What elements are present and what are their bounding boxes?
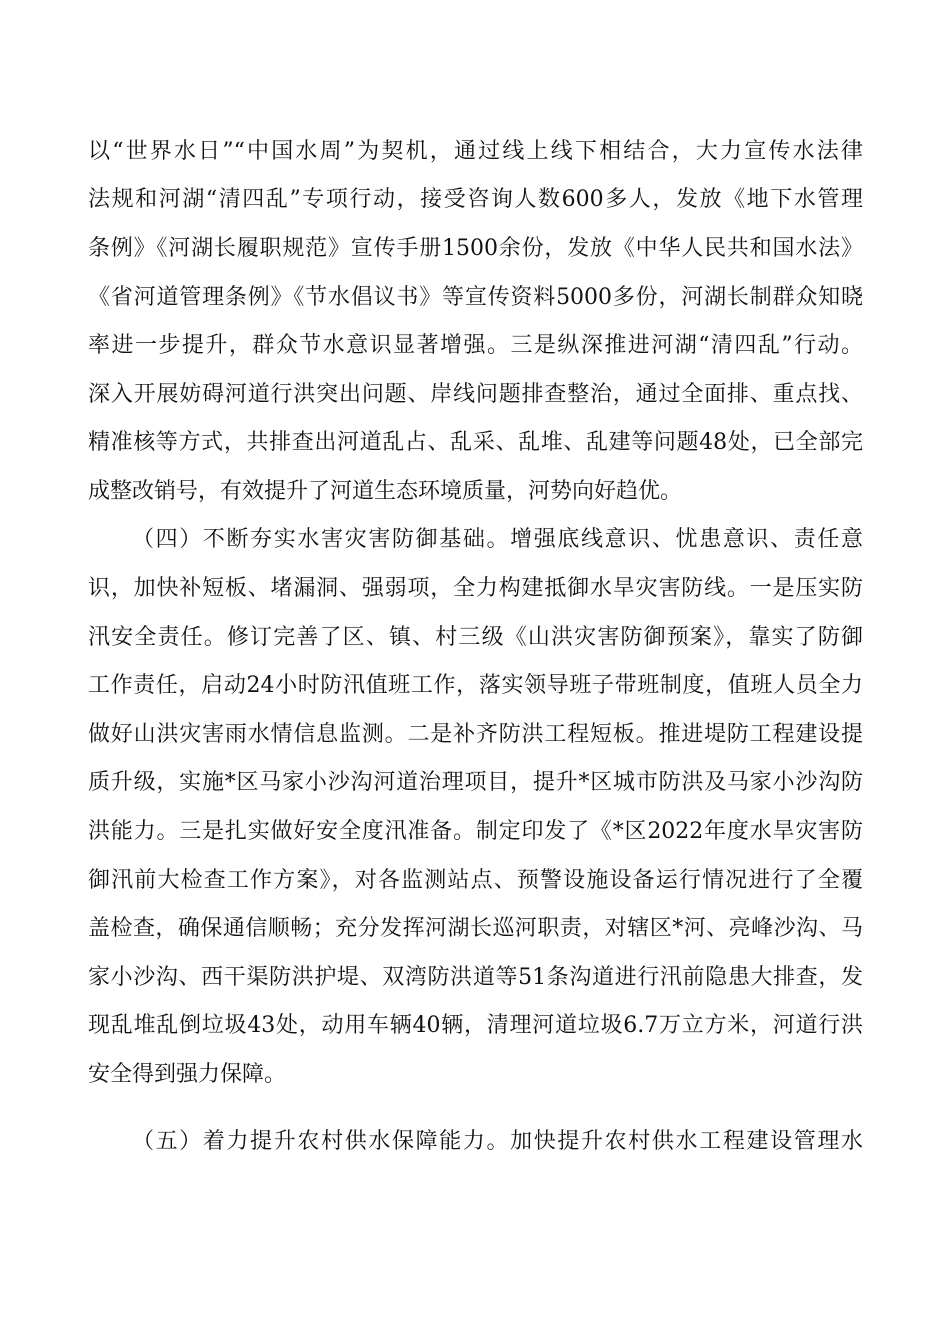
text-line: 安全得到强力保障。	[88, 1062, 287, 1087]
text-line: 工作责任，启动24小时防汛值班工作，落实领导班子带班制度，值班人员全力	[88, 673, 863, 698]
text-line: 以“世界水日”“中国水周”为契机，通过线上线下相结合，大力宣传水法律	[88, 139, 863, 164]
section-heading-line: （四）不断夯实水害灾害防御基础。增强底线意识、忧患意识、责任意	[132, 527, 863, 552]
text-line: 家小沙沟、西干渠防洪护堤、双湾防洪道等51条沟道进行汛前隐患大排查，发	[88, 965, 863, 990]
text-line: 《省河道管理条例》《节水倡议书》等宣传资料5000多份，河湖长制群众知晓	[88, 285, 863, 310]
section-heading-line: （五）着力提升农村供水保障能力。加快提升农村供水工程建设管理水	[132, 1129, 863, 1154]
text-line: 率进一步提升，群众节水意识显著增强。三是纵深推进河湖“清四乱”行动。	[88, 333, 863, 358]
text-line: 盖检查，确保通信顺畅；充分发挥河湖长巡河职责，对辖区*河、亮峰沙沟、马	[88, 916, 863, 941]
text-line: 深入开展妨碍河道行洪突出问题、岸线问题排查整治，通过全面排、重点找、	[88, 382, 863, 407]
text-line: 汛安全责任。修订完善了区、镇、村三级《山洪灾害防御预案》，靠实了防御	[88, 625, 863, 650]
text-line: 成整改销号，有效提升了河道生态环境质量，河势向好趋优。	[88, 479, 683, 504]
text-line: 质升级，实施*区马家小沙沟河道治理项目，提升*区城市防洪及马家小沙沟防	[88, 770, 863, 795]
text-line: 洪能力。三是扎实做好安全度汛准备。制定印发了《*区2022年度水旱灾害防	[88, 819, 863, 844]
text-line: 现乱堆乱倒垃圾43处，动用车辆40辆，清理河道垃圾6.7万立方米，河道行洪	[88, 1013, 863, 1038]
text-line: 法规和河湖“清四乱”专项行动，接受咨询人数600多人，发放《地下水管理	[88, 187, 863, 212]
text-line: 精准核等方式，共排查出河道乱占、乱采、乱堆、乱建等问题48处，已全部完	[88, 430, 863, 455]
text-line: 做好山洪灾害雨水情信息监测。二是补齐防洪工程短板。推进堤防工程建设提	[88, 722, 863, 747]
text-line: 御汛前大检查工作方案》，对各监测站点、预警设施设备运行情况进行了全覆	[88, 868, 863, 893]
text-line: 条例》《河湖长履职规范》宣传手册1500余份，发放《中华人民共和国水法》	[88, 236, 863, 261]
text-line: 识，加快补短板、堵漏洞、强弱项，全力构建抵御水旱灾害防线。一是压实防	[88, 576, 863, 601]
